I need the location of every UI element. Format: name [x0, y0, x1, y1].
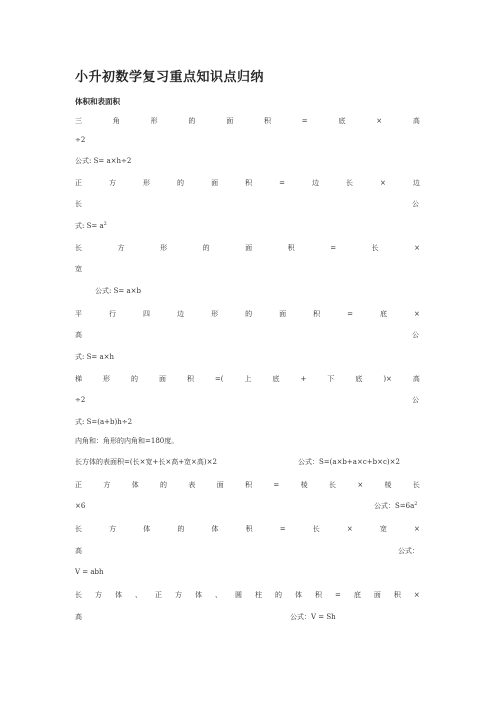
text-token: 方 [95, 591, 102, 599]
text-token: × [413, 591, 420, 599]
text-token: 积 [315, 591, 322, 599]
text-token: 积 [313, 310, 321, 318]
text-token: = [273, 481, 280, 489]
text-token: = [279, 179, 285, 187]
text-fragment: 公 [412, 200, 419, 208]
text-line [75, 243, 420, 253]
text-token: 面 [211, 179, 219, 187]
section-heading: 体积和表面积 [75, 97, 120, 106]
text-line [75, 524, 420, 534]
text-token: 的 [177, 525, 185, 533]
text-token: 长 [346, 179, 353, 187]
text-token: 平 [75, 310, 82, 318]
text-token: 边 [412, 179, 420, 187]
text-token: 正 [75, 481, 82, 489]
text-token: 底 [353, 591, 361, 599]
text-line: 长方体的表面积=(长×宽+长×高+宽×高)×2 [75, 458, 217, 466]
text-line [75, 116, 420, 126]
text-token: = [330, 244, 337, 252]
text-token: 体 [295, 591, 302, 599]
text-token: 上 [244, 375, 252, 383]
formula-text: 公式：S=(a×b+a×c+b×c)×2 [298, 458, 400, 466]
text-token: 面 [216, 481, 224, 489]
text-token: 底 [355, 375, 363, 383]
text-token: 边 [311, 179, 319, 187]
text-token: 高 [412, 117, 420, 125]
text-token: =( [214, 375, 224, 383]
text-line [75, 480, 420, 490]
text-token: 方 [109, 525, 117, 533]
text-token: 长 [75, 244, 82, 252]
text-line: 宽 [75, 265, 82, 273]
text-token: 的 [275, 591, 282, 599]
text-token: 方 [109, 179, 117, 187]
text-token: 表 [188, 481, 196, 489]
text-token: × [414, 525, 420, 533]
text-token: 长 [371, 244, 379, 252]
text-token: 长 [75, 591, 82, 599]
text-token: × [414, 310, 420, 318]
text-line [75, 178, 420, 188]
text-line: ×6 [75, 502, 86, 510]
text-token: + [300, 375, 307, 383]
text-token: )× [383, 375, 392, 383]
text-token: 的 [202, 244, 210, 252]
text-token: 形 [211, 310, 219, 318]
formula-line: V = abh [75, 568, 104, 576]
text-token: × [357, 481, 364, 489]
formula-text: 公式：S=6a [374, 502, 415, 510]
text-token: 体 [195, 591, 202, 599]
formula-line: 公式: S= a×b [95, 287, 141, 295]
text-token: 、 [135, 591, 142, 599]
formula-line: 公式: S= a×h÷2 [75, 157, 132, 165]
exponent: 2 [103, 221, 107, 227]
text-token: 底 [338, 117, 346, 125]
text-token: 积 [287, 244, 295, 252]
text-token: 面 [158, 375, 166, 383]
text-token: = [335, 591, 341, 599]
text-line [75, 374, 420, 384]
text-token: 行 [109, 310, 117, 318]
text-fragment: 公式： [398, 547, 419, 555]
text-token: 形 [150, 117, 158, 125]
text-line: 内角和：角形的内角和=180度。 [75, 437, 179, 445]
text-line: ÷2 [75, 136, 86, 144]
text-token: 体 [115, 591, 122, 599]
formula-text: 式: S= a [75, 222, 104, 230]
document-title: 小升初数学复习重点知识点归纳 [75, 70, 265, 85]
text-token: 宽 [379, 525, 387, 533]
text-token: 四 [143, 310, 151, 318]
text-token: 下 [327, 375, 335, 383]
formula-text: 公式：V = Sh [290, 613, 336, 621]
text-token: 积 [245, 179, 253, 187]
text-token: 正 [155, 591, 162, 599]
text-token: 形 [143, 179, 151, 187]
text-token: 正 [75, 179, 82, 187]
text-token: 长 [328, 481, 336, 489]
text-token: 体 [211, 525, 219, 533]
text-token: 长 [412, 481, 420, 489]
text-token: 面 [373, 591, 381, 599]
text-fragment: 公 [412, 396, 419, 404]
text-token: 形 [102, 375, 110, 383]
text-token: 长 [312, 525, 320, 533]
text-token: 的 [188, 117, 196, 125]
formula-line [75, 219, 420, 231]
text-token: 角 [112, 117, 120, 125]
text-fragment: 公 [412, 331, 419, 339]
text-token: 体 [143, 525, 151, 533]
text-token: 棱 [300, 481, 308, 489]
text-token: 底 [272, 375, 280, 383]
text-token: 方 [103, 481, 111, 489]
text-token: 棱 [384, 481, 392, 489]
text-token: = [279, 525, 286, 533]
text-token: 的 [177, 179, 185, 187]
text-token: 方 [117, 244, 125, 252]
text-token: 三 [75, 117, 82, 125]
text-token: 高 [412, 375, 420, 383]
text-token: 的 [160, 481, 168, 489]
text-token: 形 [160, 244, 168, 252]
text-token: 梯 [75, 375, 82, 383]
text-token: 的 [130, 375, 138, 383]
text-token: 面 [279, 310, 287, 318]
text-line: 高 [75, 331, 82, 339]
text-token: 的 [245, 310, 253, 318]
text-token: 方 [175, 591, 182, 599]
text-line: 高 [75, 613, 82, 621]
text-token: = [347, 310, 353, 318]
text-token: × [376, 117, 383, 125]
text-token: 积 [393, 591, 401, 599]
text-token: 积 [245, 525, 253, 533]
text-line [75, 590, 420, 600]
text-token: = [301, 117, 308, 125]
text-token: 底 [380, 310, 388, 318]
exponent: 2 [414, 501, 418, 507]
text-token: × [380, 179, 386, 187]
text-line: 长 [75, 200, 82, 208]
text-line: 高 [75, 547, 82, 555]
text-token: 面 [226, 117, 234, 125]
text-line: ÷2 [75, 396, 86, 404]
text-token: 面 [245, 244, 253, 252]
text-line [75, 309, 420, 319]
formula-line: 式: S=(a+b)h÷2 [75, 418, 133, 426]
text-token: 圆 [235, 591, 242, 599]
text-token: 边 [177, 310, 185, 318]
text-token: × [346, 525, 353, 533]
text-token: × [414, 244, 420, 252]
formula-line: 式: S= a×h [75, 353, 115, 361]
text-token: 柱 [255, 591, 262, 599]
text-token: 长 [75, 525, 82, 533]
text-token: 积 [186, 375, 194, 383]
text-token: 积 [263, 117, 271, 125]
formula-line [374, 501, 417, 511]
text-token: 积 [245, 481, 253, 489]
text-token: 、 [215, 591, 222, 599]
text-token: 体 [131, 481, 139, 489]
